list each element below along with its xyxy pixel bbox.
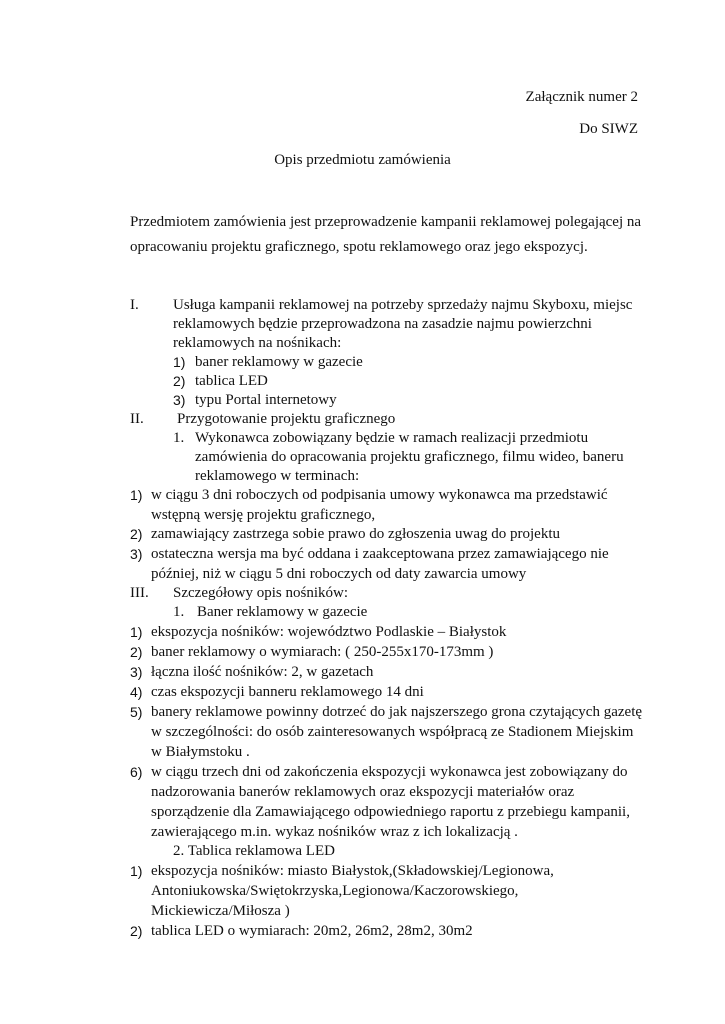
list-item-text: w ciągu 3 dni roboczych od podpisania umowy wykonawca ma przedstawić	[151, 487, 608, 503]
attachment-label: Załącznik numer 2	[525, 89, 638, 105]
document-title: Opis przedmiotu zamówienia	[274, 152, 451, 168]
list-number: 1)	[130, 487, 143, 503]
sub-line: reklamowego w terminach:	[195, 468, 360, 484]
list-item-text: zamawiający zastrzega sobie prawo do zgłoszenia uwag do projektu	[151, 526, 560, 542]
list-number: 2)	[130, 644, 143, 660]
list-item-text: sporządzenie dla Zamawiającego odpowiedniego raportu z przebiegu kampanii,	[151, 804, 630, 820]
list-item-text: tablica LED o wymiarach: 20m2, 26m2, 28m2, 30m2	[151, 923, 473, 939]
sub-title: 2. Tablica reklamowa LED	[173, 843, 335, 859]
section1-line: reklamowych na nośnikach:	[173, 335, 342, 351]
list-item-text: Mickiewicza/Miłosza )	[151, 903, 290, 919]
list-number: 2)	[173, 373, 186, 389]
list-item-text: baner reklamowy o wymiarach: ( 250-255x170-173mm )	[151, 644, 494, 660]
list-item-text: w szczególności: do osób zainteresowanych współpracą ze Stadionem Miejskim	[151, 724, 634, 740]
list-item-text: typu Portal internetowy	[195, 392, 337, 408]
list-item-text: w Białymstoku .	[151, 744, 250, 760]
list-number: 5)	[130, 704, 143, 720]
list-item-text: czas ekspozycji banneru reklamowego 14 dni	[151, 684, 424, 700]
list-number: 3)	[130, 664, 143, 680]
list-number: 1)	[130, 863, 143, 879]
list-item-text: baner reklamowy w gazecie	[195, 354, 363, 370]
list-item-text: nadzorowania banerów reklamowych oraz ekspozycji materiałów oraz	[151, 784, 575, 800]
list-item-text: ostateczna wersja ma być oddana i zaakceptowana przez zamawiającego nie	[151, 546, 609, 562]
list-number: 1)	[130, 624, 143, 640]
section-numeral: III.	[130, 585, 149, 601]
sub-line: zamówienia do opracowania projektu graficznego, filmu wideo, baneru	[195, 449, 624, 465]
list-number: 3)	[173, 392, 186, 408]
list-number: 6)	[130, 764, 143, 780]
sub-number: 1.	[173, 604, 185, 620]
list-number: 2)	[130, 923, 143, 939]
siwz-label: Do SIWZ	[579, 121, 638, 137]
list-item-text: w ciągu trzech dni od zakończenia ekspozycji wykonawca jest zobowiązany do	[151, 764, 628, 780]
list-number: 4)	[130, 684, 143, 700]
intro-line: opracowaniu projektu graficznego, spotu reklamowego oraz jego ekspozycj.	[130, 239, 588, 255]
list-number: 3)	[130, 546, 143, 562]
sub-line: Wykonawca zobowiązany będzie w ramach realizacji przedmiotu	[195, 430, 589, 446]
list-number: 2)	[130, 526, 143, 542]
list-item-text: ekspozycja nośników: miasto Białystok,(Składowskiej/Legionowa,	[151, 863, 554, 879]
section1-line: Usługa kampanii reklamowej na potrzeby sprzedaży najmu Skyboxu, miejsc	[173, 297, 633, 313]
intro-line: Przedmiotem zamówienia jest przeprowadzenie kampanii reklamowej polegającej na	[130, 214, 642, 230]
list-item-text: banery reklamowe powinny dotrzeć do jak najszerszego grona czytających gazetę	[151, 704, 643, 720]
section3-heading: Szczegółowy opis nośników:	[173, 585, 348, 601]
list-item-text: zawierającego m.in. wykaz nośników wraz z ich lokalizacją .	[151, 824, 518, 840]
section-numeral: I.	[130, 297, 139, 313]
section1-line: reklamowych będzie przeprowadzona na zasadzie najmu powierzchni	[173, 316, 592, 332]
section-numeral: II.	[130, 411, 144, 427]
list-item-text: wstępną wersję projektu graficznego,	[151, 507, 376, 523]
list-item-text: Antoniukowska/Swiętokrzyska,Legionowa/Kaczorowskiego,	[151, 883, 519, 899]
list-number: 1)	[173, 354, 186, 370]
list-item-text: łączna ilość nośników: 2, w gazetach	[151, 664, 374, 680]
section2-heading: Przygotowanie projektu graficznego	[177, 411, 396, 427]
list-item-text: ekspozycja nośników: województwo Podlaskie – Białystok	[151, 624, 507, 640]
list-item-text: tablica LED	[195, 373, 268, 389]
list-item-text: później, niż w ciągu 5 dni roboczych od daty zawarcia umowy	[151, 566, 527, 582]
sub-number: 1.	[173, 430, 185, 446]
sub-title: Baner reklamowy w gazecie	[197, 604, 368, 620]
